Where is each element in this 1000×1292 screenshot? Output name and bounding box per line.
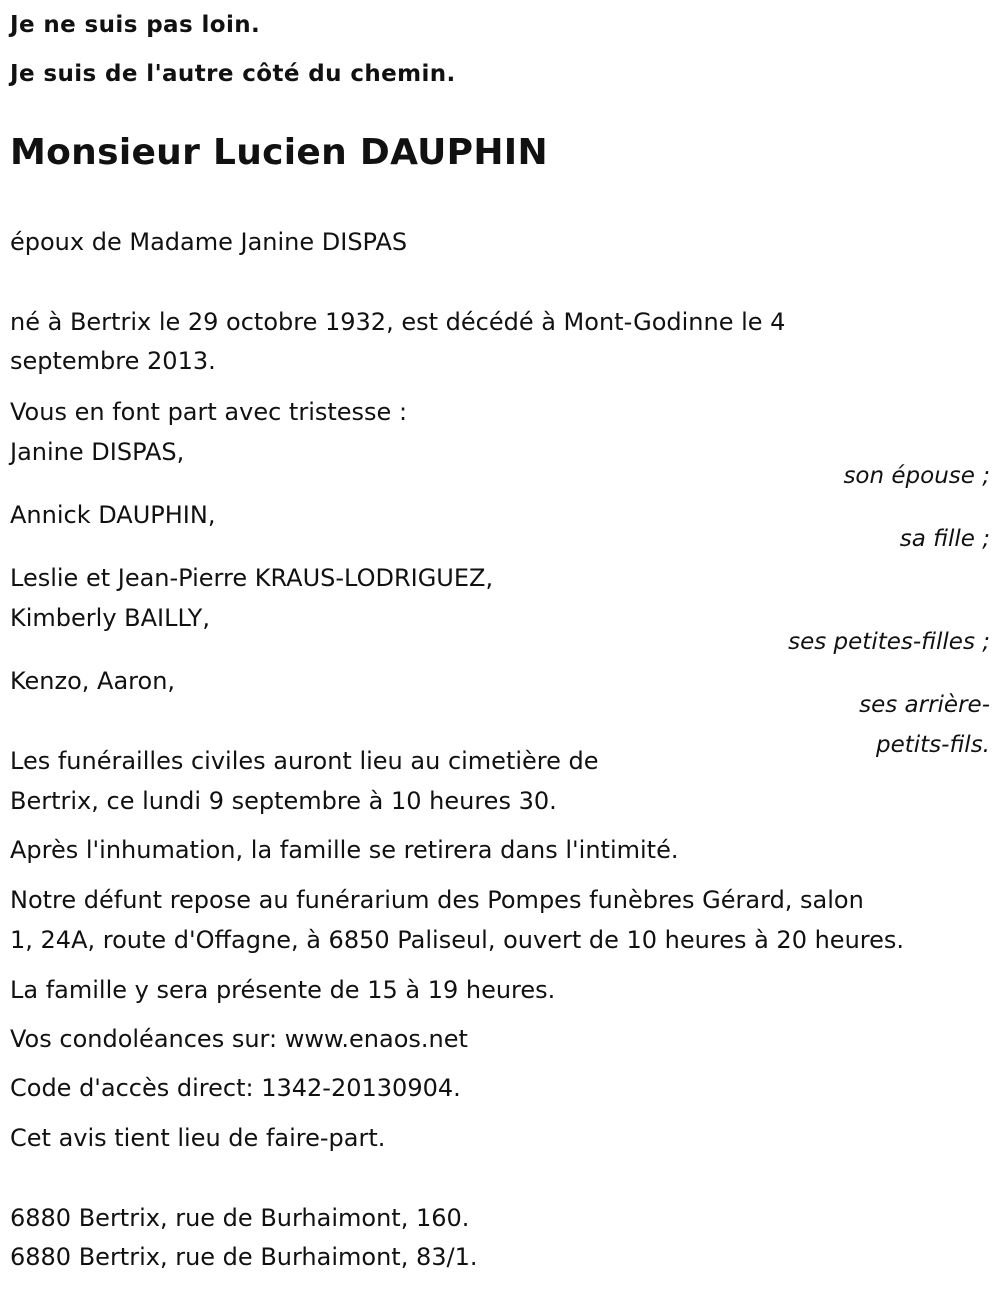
family-member-daughter: Annick DAUPHIN,: [10, 501, 216, 529]
notice-statement: Cet avis tient lieu de faire-part.: [10, 1124, 386, 1152]
family-presence: La famille y sera présente de 15 à 19 heures.: [10, 976, 556, 1004]
family-role-granddaughters: ses petites-filles ;: [788, 629, 990, 655]
family-member-spouse: Janine DISPAS,: [10, 438, 185, 466]
deceased-name: Monsieur Lucien DAUPHIN: [10, 132, 548, 173]
verse-line-1: Je ne suis pas loin.: [10, 12, 261, 38]
birth-death-line-1: né à Bertrix le 29 octobre 1932, est décédé à Mont-Godinne le 4: [10, 308, 786, 336]
family-role-daughter: sa fille ;: [899, 526, 990, 552]
funeral-line-1: Les funérailles civiles auront lieu au cimetière de: [10, 747, 599, 775]
family-member-granddaughter-2: Kimberly BAILLY,: [10, 604, 210, 632]
funeral-line-2: Bertrix, ce lundi 9 septembre à 10 heures 30.: [10, 787, 557, 815]
access-code: Code d'accès direct: 1342-20130904.: [10, 1074, 461, 1102]
family-member-granddaughter-1: Leslie et Jean-Pierre KRAUS-LODRIGUEZ,: [10, 564, 494, 592]
spouse-line: époux de Madame Janine DISPAS: [10, 228, 408, 256]
family-member-great-grandsons: Kenzo, Aaron,: [10, 667, 176, 695]
birth-death-line-2: septembre 2013.: [10, 347, 216, 375]
repose-line-2: 1, 24A, route d'Offagne, à 6850 Paliseul, ouvert de 10 heures à 20 heures.: [10, 926, 905, 954]
after-burial: Après l'inhumation, la famille se retirera dans l'intimité.: [10, 836, 679, 864]
announcement-intro: Vous en font part avec tristesse :: [10, 398, 408, 426]
condolences-line: Vos condoléances sur: www.enaos.net: [10, 1025, 468, 1053]
repose-line-1: Notre défunt repose au funérarium des Pompes funèbres Gérard, salon: [10, 886, 864, 914]
family-role-great-grandsons-line-1: ses arrière-: [859, 692, 990, 718]
family-role-spouse: son épouse ;: [843, 463, 990, 489]
verse-line-2: Je suis de l'autre côté du chemin.: [10, 61, 456, 87]
address-2: 6880 Bertrix, rue de Burhaimont, 83/1.: [10, 1243, 478, 1271]
family-role-great-grandsons-line-2: petits-fils.: [875, 732, 990, 758]
address-1: 6880 Bertrix, rue de Burhaimont, 160.: [10, 1204, 470, 1232]
